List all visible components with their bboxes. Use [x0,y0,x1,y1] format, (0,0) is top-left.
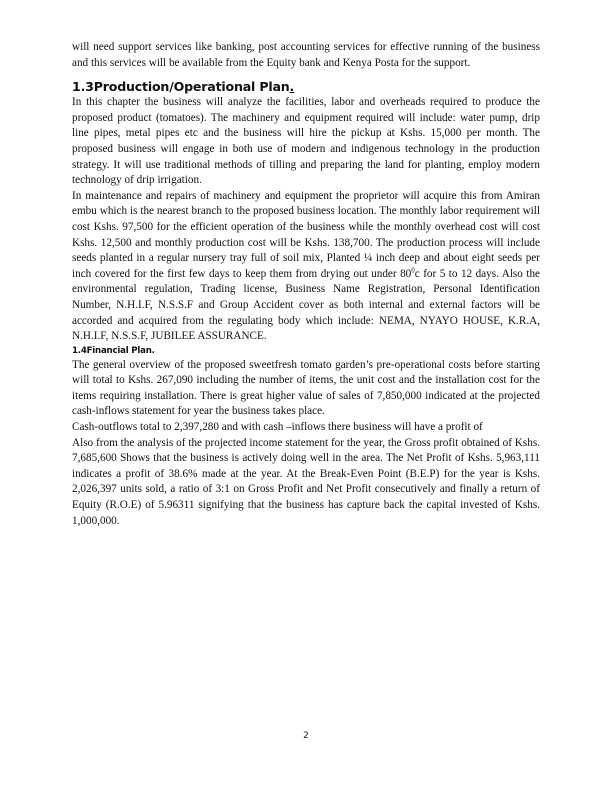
section-heading-financial-plan: 1.4Financial Plan. [72,345,155,356]
paragraph-text: c for 5 to 12 days. Also the environmental regulation, Trading license, Business Name Registration, Personal Identification Number, N.H.I.F, N.S.S.F and Group Accident cover as both internal and external factors will be accorded and acquired from the regulating body which include: NEMA, NYAYO HOUSE, K.R.A, N.H.I.F, N.S.S.F, JUBILEE ASSURANCE. [72,267,541,343]
superscript-degree: 0 [411,265,415,274]
page-number: 2 [303,731,309,741]
paragraph-text: In maintenance and repairs of machinery and equipment the proprietor will acquire this from Amiran embu which is the nearest branch to the proposed business location. The monthly labor requirement will cost Kshs. 97,500 for the efficient operation of the business while the monthly overhead cost will cost Kshs. 12,500 and monthly production cost will be Kshs. 138,700. The production process will include seeds planted in a regular nursery tray full of soil mix, Planted ¼ inch deep and about eight seeds per inch covered for the first few days to keep them from drying out under 80 [72,189,540,280]
heading-text: 1.3Production/Operational Plan [72,79,290,95]
heading-suffix: . [289,79,295,95]
section-heading-production-plan [72,79,540,94]
production-paragraph-1: In this chapter the business will analyze the facilities, labor and overheads required to produce the proposed product (tomatoes). The machinery and equipment required will include: water pump, drip line pipes, metal pipes etc and the business will hire the pickup at Kshs. 15,000 per month. The proposed business will engage in both use of modern and indigenous technology in the production strategy. It will use traditional methods of tilling and preparing the land for planting, employ modern technology of drip irrigation. [72,96,540,187]
production-paragraph-2 [72,189,540,345]
document-page [72,40,540,529]
financial-paragraph-2: Cash-outflows total to 2,397,280 and with cash –inflows there business will have a profit of [72,421,483,434]
financial-paragraph-3: Also from the analysis of the projected income statement for the year, the Gross profit obtained of Kshs. 7,685,600 Shows that the business is actively doing well in the area. The Net Profit of Kshs. 5,963,111 indicates a profit of 38.6% made at the year. At the Break-Even Point (B.E.P) for the year is Kshs. 2,026,397 units sold, a ratio of 3:1 on Gross Profit and Net Profit consecutively and finally a return of Equity (R.O.E) of 5.96311 signifying that the business has capture back the capital invested of Kshs. 1,000,000. [72,436,540,527]
intro-paragraph: will need support services like banking, post accounting services for effective running of the business and this services will be available from the Equity bank and Kenya Posta for the support. [72,41,540,69]
financial-paragraph-1: The general overview of the proposed sweetfresh tomato garden’s pre-operational costs before starting will total to Kshs. 267,090 including the number of items, the unit cost and the installation cost for the items requiring installation. There is great higher value of sales of 7,850,000 indicated at the projected cash-inflows statement for year the business takes place. [72,358,540,418]
